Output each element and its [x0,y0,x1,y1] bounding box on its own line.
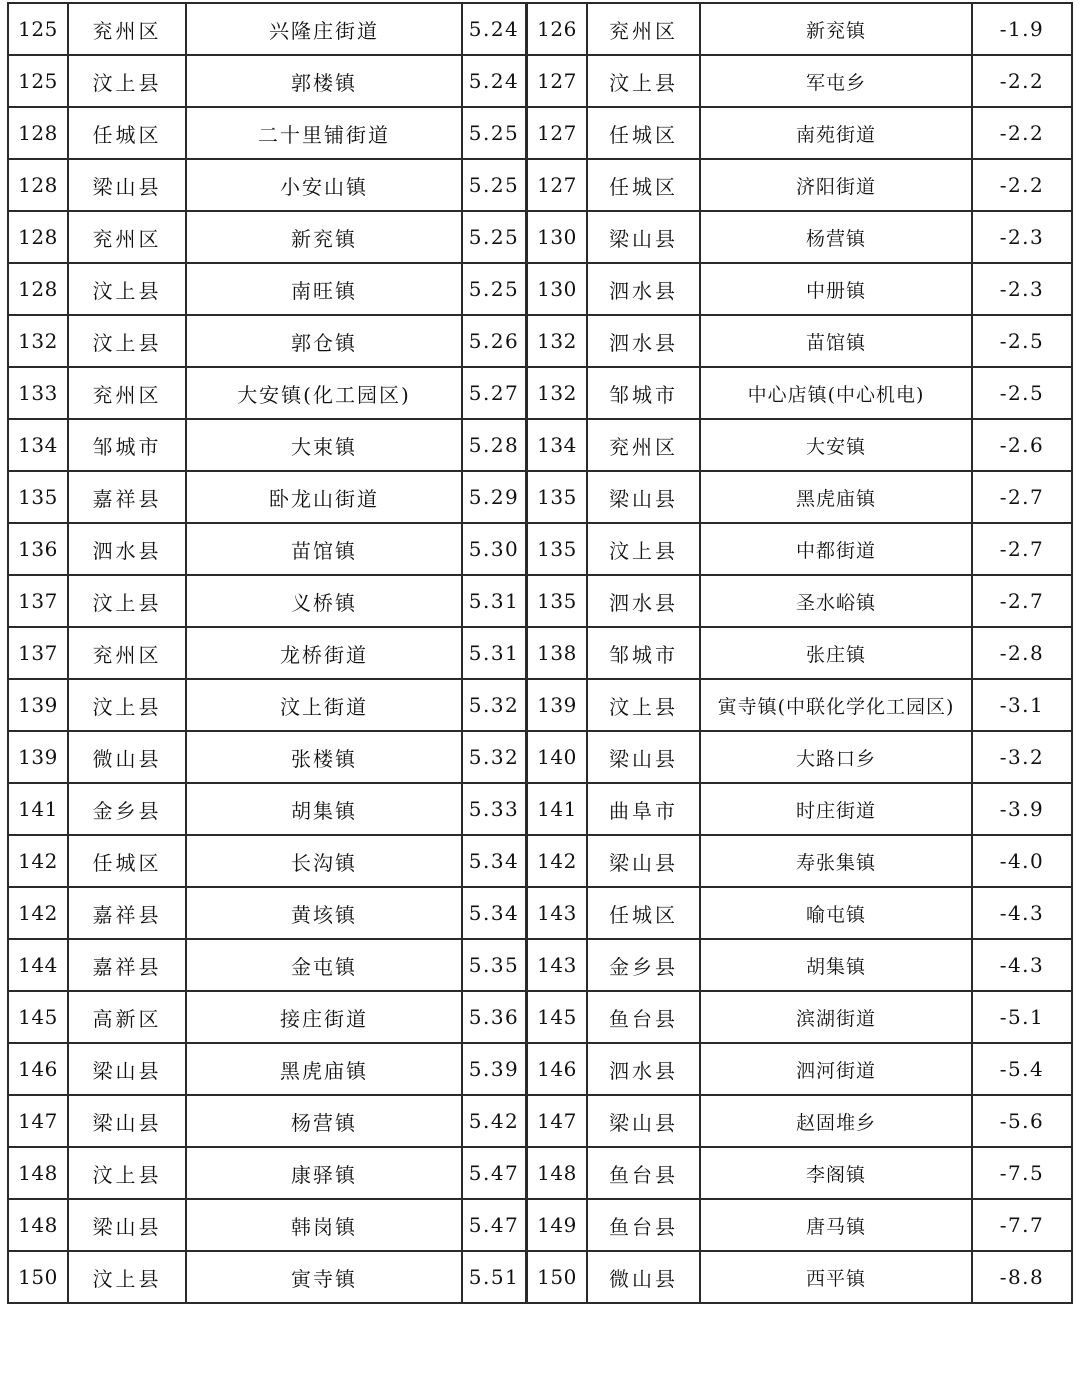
town-cell: 唐马镇 [700,1199,972,1251]
rank-cell: 130 [527,211,587,263]
value-cell: 5.51 [462,1251,526,1303]
rank-cell: 139 [8,679,68,731]
table-row [8,3,526,55]
table-row [527,939,1072,991]
value-cell: -5.1 [972,991,1072,1043]
table-row [527,523,1072,575]
county-cell: 兖州区 [68,627,186,679]
rank-cell: 134 [8,419,68,471]
county-cell: 金乡县 [587,939,700,991]
rank-cell: 127 [527,55,587,107]
county-cell: 任城区 [68,835,186,887]
table-row [527,263,1072,315]
town-cell: 胡集镇 [186,783,462,835]
town-cell: 寿张集镇 [700,835,972,887]
county-cell: 任城区 [587,107,700,159]
value-cell: 5.33 [462,783,526,835]
rank-cell: 132 [8,315,68,367]
value-cell: -5.6 [972,1095,1072,1147]
rank-cell: 143 [527,887,587,939]
value-cell: 5.25 [462,159,526,211]
value-cell: 5.31 [462,627,526,679]
county-cell: 梁山县 [587,731,700,783]
rank-cell: 145 [8,991,68,1043]
county-cell: 邹城市 [587,367,700,419]
value-cell: -1.9 [972,3,1072,55]
town-cell: 苗馆镇 [700,315,972,367]
town-cell: 喻屯镇 [700,887,972,939]
rank-cell: 125 [8,55,68,107]
town-cell: 中心店镇(中心机电) [700,367,972,419]
table-row [527,1043,1072,1095]
town-cell: 张楼镇 [186,731,462,783]
value-cell: 5.35 [462,939,526,991]
town-cell: 黄垓镇 [186,887,462,939]
value-cell: -2.3 [972,211,1072,263]
town-cell: 赵固堆乡 [700,1095,972,1147]
county-cell: 金乡县 [68,783,186,835]
county-cell: 兖州区 [587,3,700,55]
county-cell: 梁山县 [587,471,700,523]
table-row [527,367,1072,419]
value-cell: -5.4 [972,1043,1072,1095]
rank-cell: 142 [8,835,68,887]
value-cell: -2.6 [972,419,1072,471]
table-row [527,107,1072,159]
town-cell: 中册镇 [700,263,972,315]
table-row [527,1199,1072,1251]
county-cell: 梁山县 [68,1043,186,1095]
county-cell: 邹城市 [68,419,186,471]
value-cell: 5.30 [462,523,526,575]
table-row [527,1147,1072,1199]
table-row [8,1095,526,1147]
value-cell: -2.7 [972,523,1072,575]
town-cell: 康驿镇 [186,1147,462,1199]
town-cell: 新兖镇 [700,3,972,55]
table-row [527,159,1072,211]
value-cell: -2.8 [972,627,1072,679]
town-cell: 金屯镇 [186,939,462,991]
table-row [8,159,526,211]
rank-cell: 146 [527,1043,587,1095]
table-row [527,679,1072,731]
town-cell: 中都街道 [700,523,972,575]
county-cell: 兖州区 [68,367,186,419]
table-row [8,315,526,367]
county-cell: 微山县 [587,1251,700,1303]
value-cell: 5.27 [462,367,526,419]
rank-cell: 150 [8,1251,68,1303]
table-row [8,679,526,731]
rank-cell: 136 [8,523,68,575]
county-cell: 邹城市 [587,627,700,679]
county-cell: 汶上县 [587,523,700,575]
county-cell: 汶上县 [587,679,700,731]
rank-cell: 134 [527,419,587,471]
table-row [527,835,1072,887]
county-cell: 鱼台县 [587,991,700,1043]
county-cell: 汶上县 [68,575,186,627]
rank-cell: 147 [527,1095,587,1147]
value-cell: -3.9 [972,783,1072,835]
rank-cell: 140 [527,731,587,783]
rank-cell: 135 [527,523,587,575]
county-cell: 任城区 [587,887,700,939]
table-row [8,575,526,627]
value-cell: -8.8 [972,1251,1072,1303]
town-cell: 黑虎庙镇 [186,1043,462,1095]
town-cell: 西平镇 [700,1251,972,1303]
rank-cell: 128 [8,107,68,159]
table-row [8,263,526,315]
county-cell: 泗水县 [587,315,700,367]
rank-cell: 132 [527,367,587,419]
value-cell: 5.25 [462,107,526,159]
value-cell: -2.3 [972,263,1072,315]
table-row [527,471,1072,523]
value-cell: 5.47 [462,1199,526,1251]
county-cell: 梁山县 [587,835,700,887]
town-cell: 寅寺镇 [186,1251,462,1303]
value-cell: 5.31 [462,575,526,627]
rank-cell: 145 [527,991,587,1043]
value-cell: 5.24 [462,3,526,55]
town-cell: 长沟镇 [186,835,462,887]
county-cell: 曲阜市 [587,783,700,835]
county-cell: 梁山县 [68,159,186,211]
town-cell: 郭楼镇 [186,55,462,107]
rank-cell: 147 [8,1095,68,1147]
county-cell: 鱼台县 [587,1199,700,1251]
rank-cell: 144 [8,939,68,991]
value-cell: 5.32 [462,731,526,783]
value-cell: -4.3 [972,887,1072,939]
value-cell: -2.2 [972,55,1072,107]
county-cell: 泗水县 [587,575,700,627]
table-row [8,1147,526,1199]
value-cell: 5.32 [462,679,526,731]
value-cell: -2.2 [972,107,1072,159]
value-cell: 5.36 [462,991,526,1043]
town-cell: 大束镇 [186,419,462,471]
county-cell: 高新区 [68,991,186,1043]
rank-cell: 141 [527,783,587,835]
table-row [8,783,526,835]
value-cell: -2.2 [972,159,1072,211]
rank-cell: 133 [8,367,68,419]
town-cell: 汶上街道 [186,679,462,731]
value-cell: -2.5 [972,315,1072,367]
rank-cell: 139 [8,731,68,783]
town-cell: 南苑街道 [700,107,972,159]
table-row [8,991,526,1043]
town-cell: 接庄街道 [186,991,462,1043]
table-row [8,939,526,991]
rank-cell: 148 [8,1199,68,1251]
table-row [8,1251,526,1303]
left-table-body [8,3,526,1303]
county-cell: 鱼台县 [587,1147,700,1199]
town-cell: 苗馆镇 [186,523,462,575]
rank-cell: 132 [527,315,587,367]
county-cell: 任城区 [587,159,700,211]
table-row [527,731,1072,783]
rank-cell: 142 [8,887,68,939]
rank-cell: 125 [8,3,68,55]
town-cell: 李阁镇 [700,1147,972,1199]
county-cell: 汶上县 [587,55,700,107]
table-row [8,835,526,887]
value-cell: -2.7 [972,575,1072,627]
town-cell: 二十里铺街道 [186,107,462,159]
table-row [527,1095,1072,1147]
rank-cell: 138 [527,627,587,679]
value-cell: 5.25 [462,263,526,315]
table-row [8,887,526,939]
value-cell: 5.26 [462,315,526,367]
right-ranking-table [526,2,1073,1304]
county-cell: 微山县 [68,731,186,783]
town-cell: 卧龙山街道 [186,471,462,523]
town-cell: 大路口乡 [700,731,972,783]
value-cell: -4.3 [972,939,1072,991]
value-cell: 5.42 [462,1095,526,1147]
county-cell: 泗水县 [68,523,186,575]
county-cell: 汶上县 [68,1147,186,1199]
rank-cell: 137 [8,575,68,627]
county-cell: 梁山县 [587,211,700,263]
table-row [8,471,526,523]
table-row [527,575,1072,627]
table-row [527,1251,1072,1303]
county-cell: 泗水县 [587,263,700,315]
value-cell: 5.47 [462,1147,526,1199]
town-cell: 张庄镇 [700,627,972,679]
county-cell: 泗水县 [587,1043,700,1095]
value-cell: -2.5 [972,367,1072,419]
county-cell: 梁山县 [68,1199,186,1251]
rank-cell: 143 [527,939,587,991]
value-cell: 5.29 [462,471,526,523]
rank-cell: 150 [527,1251,587,1303]
county-cell: 嘉祥县 [68,939,186,991]
table-row [527,419,1072,471]
town-cell: 义桥镇 [186,575,462,627]
county-cell: 兖州区 [587,419,700,471]
table-row [8,367,526,419]
town-cell: 军屯乡 [700,55,972,107]
town-cell: 圣水峪镇 [700,575,972,627]
rank-cell: 135 [527,575,587,627]
table-row [8,523,526,575]
table-row [527,55,1072,107]
town-cell: 龙桥街道 [186,627,462,679]
value-cell: 5.39 [462,1043,526,1095]
left-ranking-table [7,2,527,1304]
town-cell: 滨湖街道 [700,991,972,1043]
county-cell: 嘉祥县 [68,471,186,523]
town-cell: 大安镇(化工园区) [186,367,462,419]
value-cell: -3.1 [972,679,1072,731]
town-cell: 韩岗镇 [186,1199,462,1251]
rank-cell: 148 [527,1147,587,1199]
county-cell: 兖州区 [68,211,186,263]
table-row [8,1043,526,1095]
town-cell: 大安镇 [700,419,972,471]
rank-cell: 127 [527,159,587,211]
town-cell: 济阳街道 [700,159,972,211]
table-row [527,211,1072,263]
value-cell: -3.2 [972,731,1072,783]
rank-cell: 126 [527,3,587,55]
rank-cell: 139 [527,679,587,731]
rank-cell: 127 [527,107,587,159]
county-cell: 兖州区 [68,3,186,55]
value-cell: -7.7 [972,1199,1072,1251]
county-cell: 汶上县 [68,679,186,731]
rank-cell: 128 [8,159,68,211]
value-cell: 5.28 [462,419,526,471]
rank-cell: 135 [527,471,587,523]
rank-cell: 149 [527,1199,587,1251]
town-cell: 兴隆庄街道 [186,3,462,55]
county-cell: 任城区 [68,107,186,159]
table-row [527,3,1072,55]
town-cell: 寅寺镇(中联化学化工园区) [700,679,972,731]
town-cell: 新兖镇 [186,211,462,263]
county-cell: 汶上县 [68,315,186,367]
town-cell: 杨营镇 [186,1095,462,1147]
county-cell: 汶上县 [68,1251,186,1303]
county-cell: 汶上县 [68,55,186,107]
value-cell: -2.7 [972,471,1072,523]
value-cell: 5.34 [462,835,526,887]
table-row [8,1199,526,1251]
table-row [8,627,526,679]
rank-cell: 148 [8,1147,68,1199]
rank-cell: 128 [8,211,68,263]
value-cell: 5.25 [462,211,526,263]
table-row [8,731,526,783]
town-cell: 时庄街道 [700,783,972,835]
rank-cell: 130 [527,263,587,315]
town-cell: 杨营镇 [700,211,972,263]
town-cell: 泗河街道 [700,1043,972,1095]
value-cell: -4.0 [972,835,1072,887]
county-cell: 梁山县 [68,1095,186,1147]
table-row [527,991,1072,1043]
value-cell: 5.34 [462,887,526,939]
table-row [527,627,1072,679]
value-cell: -7.5 [972,1147,1072,1199]
table-row [527,887,1072,939]
county-cell: 嘉祥县 [68,887,186,939]
town-cell: 黑虎庙镇 [700,471,972,523]
table-row [8,211,526,263]
town-cell: 胡集镇 [700,939,972,991]
value-cell: 5.24 [462,55,526,107]
county-cell: 梁山县 [587,1095,700,1147]
rank-cell: 135 [8,471,68,523]
table-row [8,419,526,471]
town-cell: 郭仓镇 [186,315,462,367]
table-row [8,107,526,159]
town-cell: 南旺镇 [186,263,462,315]
table-row [527,315,1072,367]
table-row [527,783,1072,835]
table-row [8,55,526,107]
right-table-body [527,3,1072,1303]
rank-cell: 137 [8,627,68,679]
rank-cell: 141 [8,783,68,835]
rank-cell: 128 [8,263,68,315]
rank-cell: 146 [8,1043,68,1095]
rank-cell: 142 [527,835,587,887]
town-cell: 小安山镇 [186,159,462,211]
county-cell: 汶上县 [68,263,186,315]
